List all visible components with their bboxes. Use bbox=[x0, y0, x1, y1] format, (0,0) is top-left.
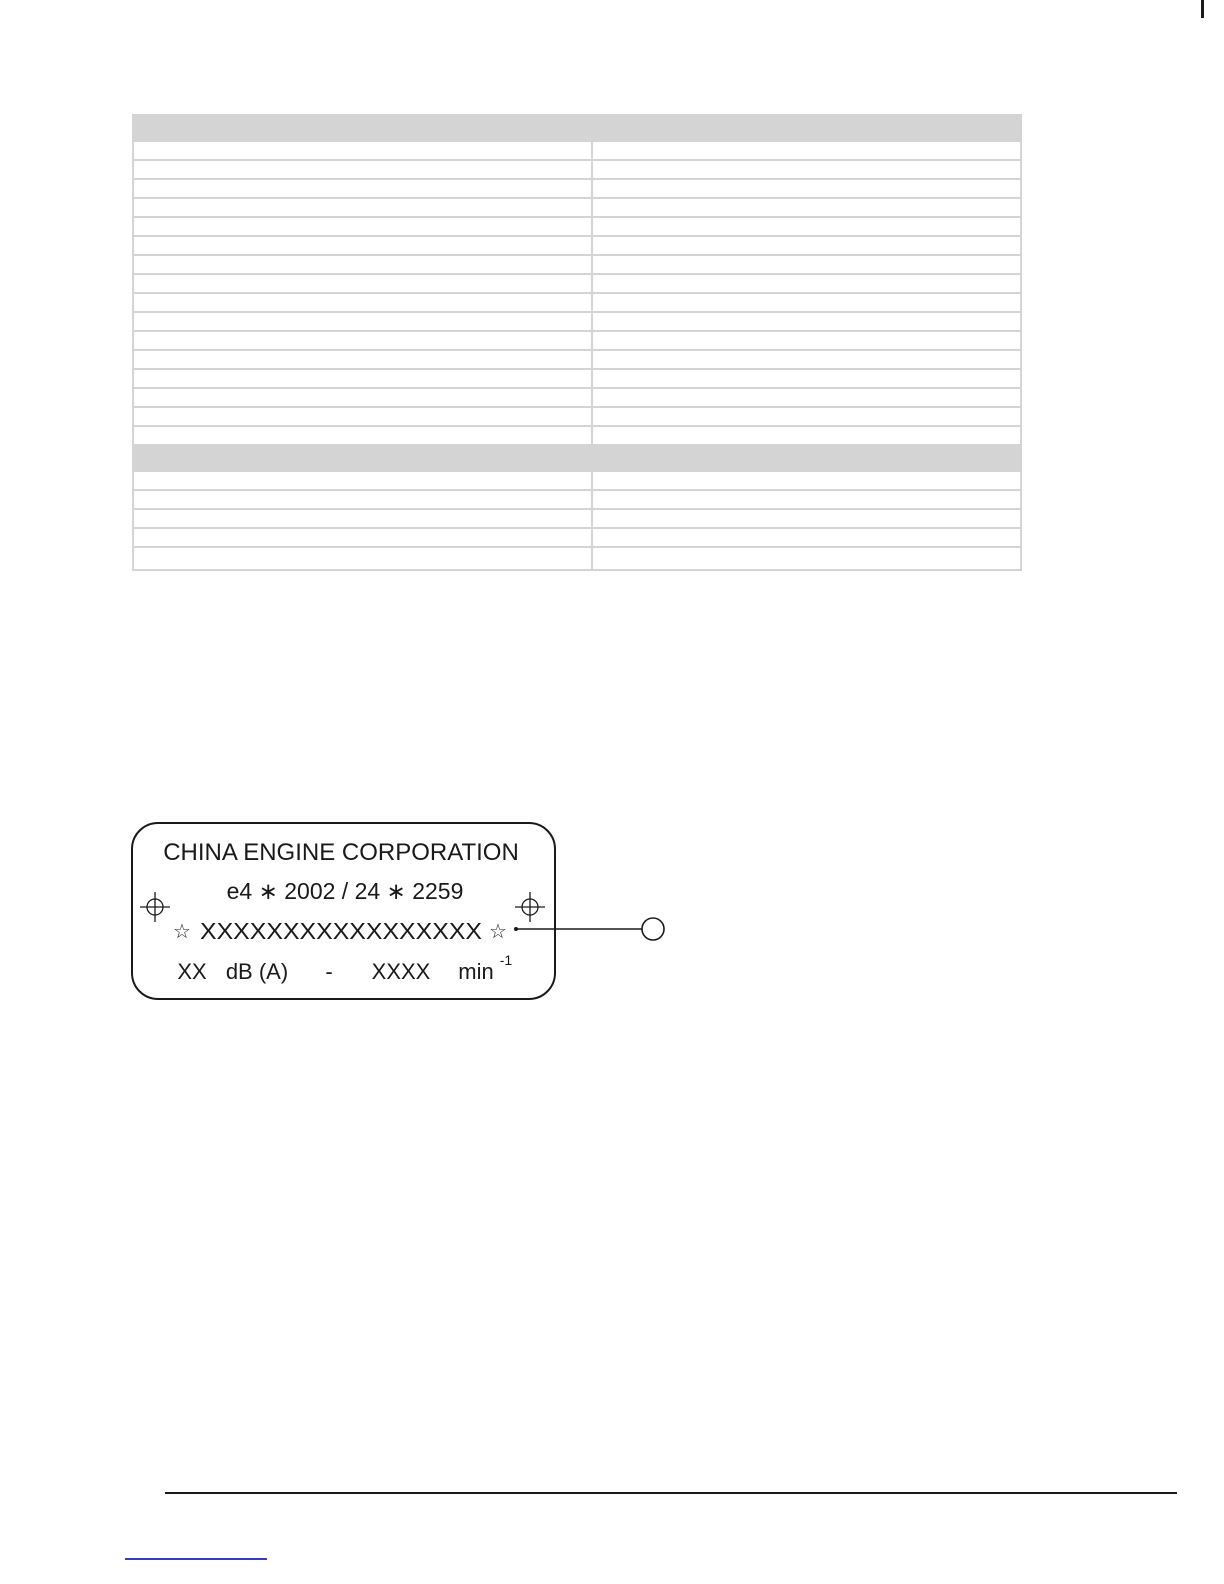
engine-number: XXXXXXXXXXXXXXXXX bbox=[200, 918, 482, 944]
value-separator: - bbox=[325, 959, 333, 984]
sound-level-value: XX bbox=[177, 959, 207, 984]
callout-marker-circle bbox=[642, 918, 664, 940]
left-star-icon: ☆ bbox=[173, 921, 191, 943]
engine-speed-unit-exponent: -1 bbox=[499, 952, 513, 968]
approval-number: e4 ∗ 2002 / 24 ∗ 2259 bbox=[226, 878, 464, 904]
footer-rule bbox=[165, 1492, 1177, 1494]
sound-level-unit: dB (A) bbox=[225, 959, 289, 984]
engine-speed-value: XXXX bbox=[371, 959, 431, 984]
footer-link-underline bbox=[125, 1558, 267, 1560]
engine-speed-unit: min bbox=[458, 959, 494, 984]
manufacturer-name: CHINA ENGINE CORPORATION bbox=[163, 839, 519, 866]
right-star-icon: ☆ bbox=[489, 921, 507, 943]
